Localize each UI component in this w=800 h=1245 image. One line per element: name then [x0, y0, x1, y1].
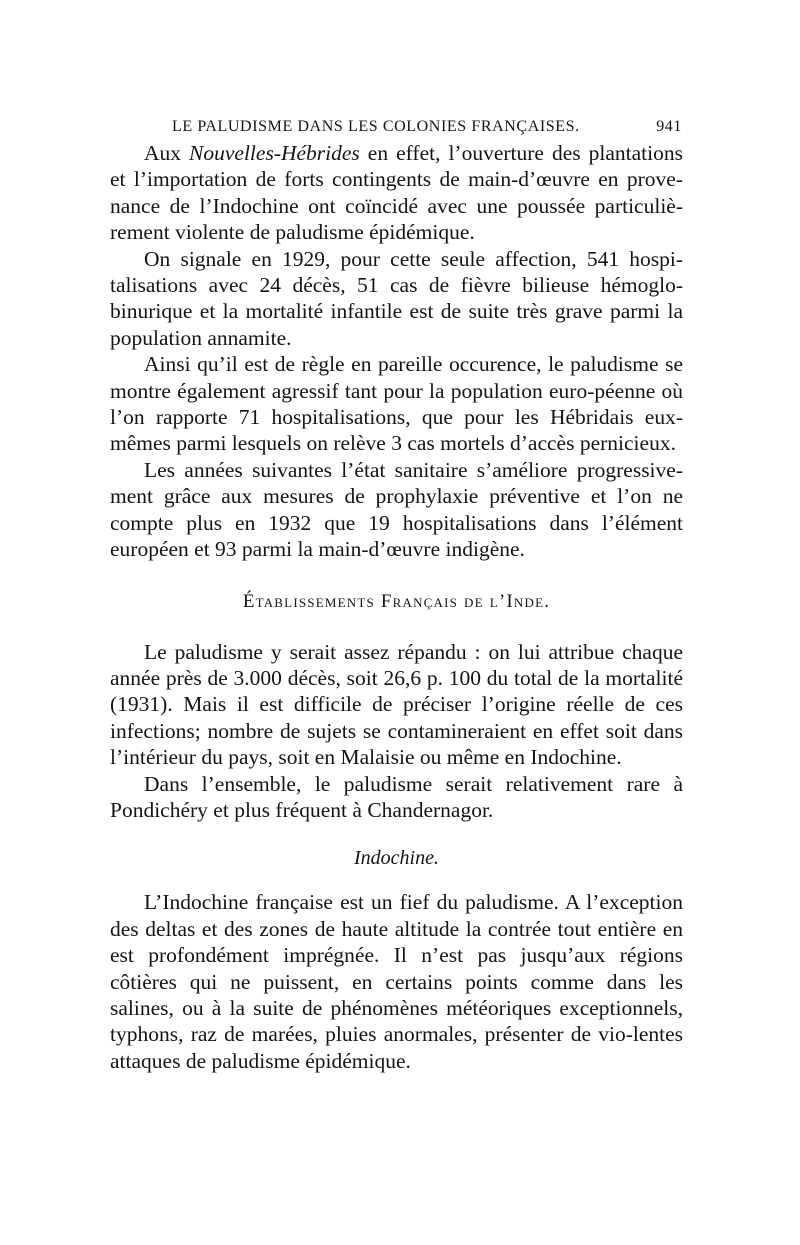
paragraph-rest: en effet, l’ouverture des plantations et l’importation de forts contingents de main-d’œuvre en prove-nance de l’Indochine ont coïncidé avec une poussée particuliè-rement violente de paludisme épidémique.	[110, 141, 683, 245]
running-head	[172, 118, 682, 140]
body-text	[110, 140, 683, 1074]
page-number: 941	[656, 118, 682, 135]
paragraph-following-years: Les années suivantes l’état sanitaire s’améliore progressive-ment grâce aux mesures de prophylaxie préventive et l’on ne compte plus en 1932 que 19 hospitalisations dans l’élément européen et 93 parmi la main-d’œuvre indigène.	[110, 457, 683, 562]
paragraph-inde-mortality: Le paludisme y serait assez répandu : on lui attribue chaque année près de 3.000 décès, soit 26,6 p. 100 du total de la mortalité (1931). Mais il est difficile de préciser l’origine réelle de ces infections; nombre de sujets se contamineraient en effet soit dans l’intérieur du pays, soit en Malaisie ou même en Indochine.	[110, 639, 683, 770]
book-page	[110, 118, 683, 1074]
paragraph-european-population: Ainsi qu’il est de règle en pareille occurence, le paludisme se montre également agressif tant pour la population euro-péenne où l’on rapporte 71 hospitalisations, que pour les Hébridais eux-mêmes parmi lesquels on relève 3 cas mortels d’accès pernicieux.	[110, 352, 683, 456]
paragraph-lead: Aux	[144, 141, 190, 165]
paragraph-indochine: L’Indochine française est un fief du paludisme. A l’exception des deltas et des zones de haute altitude la contrée tout entière en est profondément imprégnée. Il n’est pas jusqu’aux régions côtières qui ne puissent, en certains points comme dans les salines, ou à la suite de phénomènes météoriques exceptionnels, typhons, raz de marées, pluies anormales, présenter de vio-lentes attaques de paludisme épidémique.	[110, 890, 683, 1073]
paragraph-inde-distribution: Dans l’ensemble, le paludisme serait relativement rare à Pondichéry et plus fréquent à Chandernagor.	[110, 771, 683, 822]
section-heading-inde: Établissements Français de l’Inde.	[242, 590, 551, 612]
paragraph-nouvelles-hebrides	[110, 140, 683, 246]
place-name-italic: Nouvelles-Hébrides	[189, 141, 360, 165]
running-head-title: LE PALUDISME DANS LES COLONIES FRANÇAISES.	[172, 118, 580, 135]
section-heading-indochine: Indochine.	[354, 847, 439, 870]
paragraph-1929-statistics: On signale en 1929, pour cette seule affection, 541 hospi-talisations avec 24 décès, 51 cas de fièvre bilieuse hémoglo-binurique et la mortalité infantile est de suite très grave parmi la population annamite.	[110, 246, 683, 350]
